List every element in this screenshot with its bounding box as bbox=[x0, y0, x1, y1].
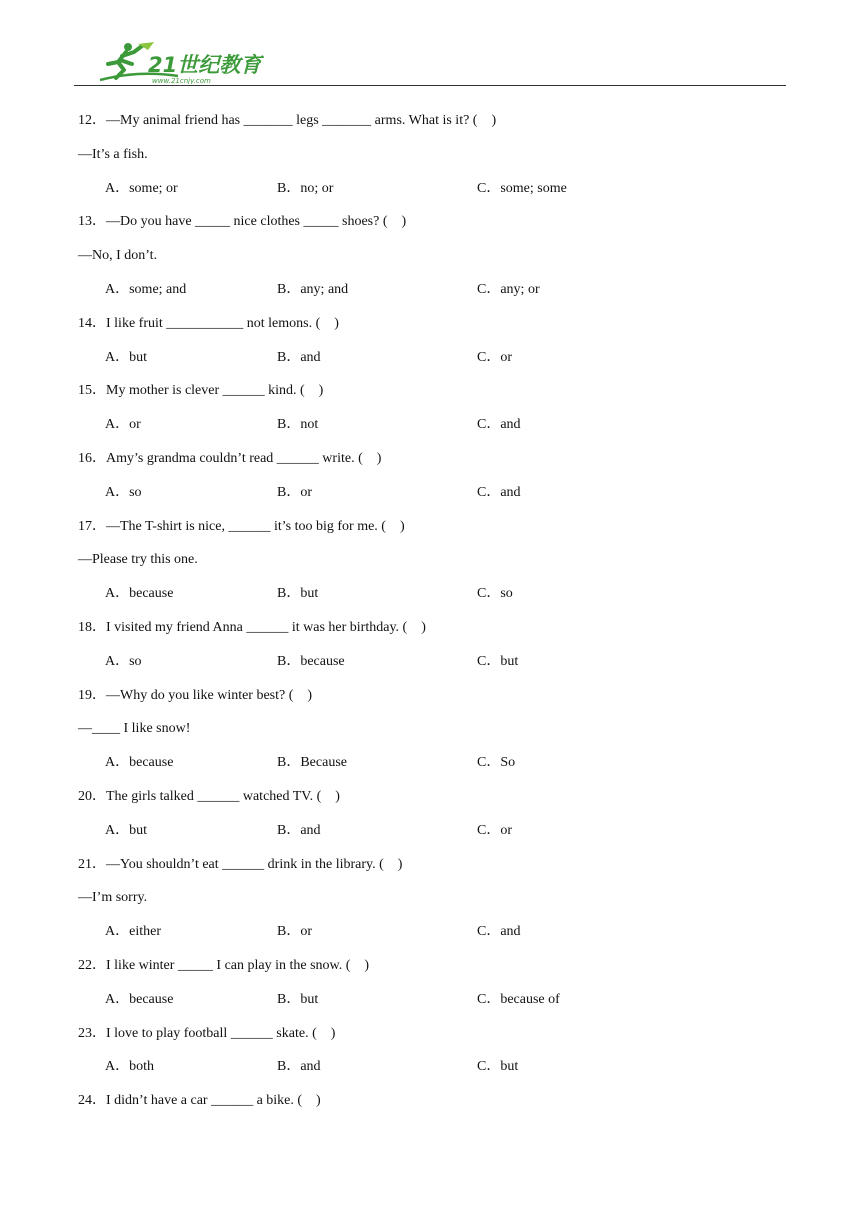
question-item bbox=[78, 787, 798, 855]
option-b[interactable]: B．or bbox=[277, 924, 312, 940]
header-divider bbox=[74, 85, 786, 86]
question-item bbox=[78, 212, 798, 313]
question-reply: —Please try this one. bbox=[78, 552, 198, 568]
question-item bbox=[78, 686, 798, 787]
question-stem: 14．I like fruit ___________ not lemons. ( ) bbox=[78, 315, 339, 331]
logo bbox=[98, 40, 268, 84]
question-item bbox=[78, 956, 798, 1024]
option-b[interactable]: B．but bbox=[277, 586, 319, 602]
option-b[interactable]: B．and bbox=[277, 349, 321, 365]
question-stem: 13．—Do you have _____ nice clothes _____ shoes? ( ) bbox=[78, 214, 407, 230]
answer-options bbox=[78, 584, 798, 618]
question-stem: 17．—The T-shirt is nice, ______ it’s too big for me. ( ) bbox=[78, 518, 405, 534]
question-stem: 12．—My animal friend has _______ legs _______ arms. What is it? ( ) bbox=[78, 113, 497, 128]
answer-options bbox=[78, 179, 798, 213]
option-a[interactable]: A．either bbox=[105, 924, 161, 940]
question-reply: —It’s a fish. bbox=[78, 146, 148, 162]
question-item bbox=[78, 111, 798, 212]
option-b[interactable]: B．not bbox=[277, 417, 319, 433]
option-b[interactable]: B．and bbox=[277, 1059, 321, 1075]
question-item bbox=[78, 381, 798, 449]
answer-options bbox=[78, 280, 798, 314]
option-c[interactable]: C．and bbox=[477, 924, 521, 940]
option-b[interactable]: B．or bbox=[277, 484, 312, 500]
option-a[interactable]: A．some; and bbox=[105, 281, 187, 297]
answer-options bbox=[78, 348, 798, 382]
answer-options bbox=[78, 753, 798, 787]
answer-options bbox=[78, 821, 798, 855]
option-a[interactable]: A．so bbox=[105, 653, 142, 669]
option-b[interactable]: B．but bbox=[277, 991, 319, 1007]
question-reply: —____ I like snow! bbox=[78, 721, 191, 737]
question-stem: 18．I visited my friend Anna ______ it was her birthday. ( ) bbox=[78, 619, 426, 635]
option-c[interactable]: C．and bbox=[477, 417, 521, 433]
question-item bbox=[78, 1091, 798, 1125]
option-b[interactable]: B．because bbox=[277, 653, 345, 669]
option-c[interactable]: C．or bbox=[477, 349, 512, 365]
option-c[interactable]: C．but bbox=[477, 1059, 519, 1075]
question-stem: 19．—Why do you like winter best? ( ) bbox=[78, 687, 313, 703]
question-stem: 22．I like winter _____ I can play in the snow. ( ) bbox=[78, 957, 370, 973]
answer-options bbox=[78, 990, 798, 1024]
question-item bbox=[78, 618, 798, 686]
answer-options bbox=[78, 1057, 798, 1091]
option-b[interactable]: B．no; or bbox=[277, 180, 334, 196]
answer-options bbox=[78, 652, 798, 686]
question-reply: —No, I don’t. bbox=[78, 248, 158, 264]
option-c[interactable]: C．So bbox=[477, 755, 516, 771]
question-stem: 16．Amy’s grandma couldn’t read ______ write. ( ) bbox=[78, 450, 382, 466]
question-stem: 24．I didn’t have a car ______ a bike. ( ) bbox=[78, 1093, 321, 1109]
logo-subtext: www.21cnjy.com bbox=[152, 77, 211, 84]
logo-text: 21世纪教育 bbox=[148, 53, 262, 77]
option-b[interactable]: B．and bbox=[277, 822, 321, 838]
option-a[interactable]: A．both bbox=[105, 1059, 154, 1075]
question-stem: 20．The girls talked ______ watched TV. ( ) bbox=[78, 788, 340, 804]
question-item bbox=[78, 855, 798, 956]
option-a[interactable]: A．because bbox=[105, 586, 174, 602]
question-item bbox=[78, 314, 798, 382]
option-b[interactable]: B．any; and bbox=[277, 281, 349, 297]
option-c[interactable]: C．some; some bbox=[477, 180, 567, 196]
option-c[interactable]: C．but bbox=[477, 653, 519, 669]
option-c[interactable]: C．or bbox=[477, 822, 512, 838]
answer-options bbox=[78, 415, 798, 449]
question-stem: 15．My mother is clever ______ kind. ( ) bbox=[78, 383, 324, 399]
question-item bbox=[78, 1024, 798, 1092]
answer-options bbox=[78, 483, 798, 517]
option-a[interactable]: A．some; or bbox=[105, 180, 178, 196]
option-c[interactable]: C．so bbox=[477, 586, 513, 602]
question-stem: 21．—You shouldn’t eat ______ drink in the library. ( ) bbox=[78, 856, 403, 872]
option-b[interactable]: B．Because bbox=[277, 755, 347, 771]
option-c[interactable]: C．and bbox=[477, 484, 521, 500]
option-c[interactable]: C．because of bbox=[477, 991, 560, 1007]
option-a[interactable]: A．so bbox=[105, 484, 142, 500]
question-item bbox=[78, 449, 798, 517]
option-a[interactable]: A．but bbox=[105, 349, 147, 365]
question-reply: —I’m sorry. bbox=[78, 890, 148, 906]
question-list bbox=[78, 111, 798, 1125]
option-c[interactable]: C．any; or bbox=[477, 281, 540, 297]
question-item bbox=[78, 517, 798, 618]
option-a[interactable]: A．or bbox=[105, 417, 141, 433]
option-a[interactable]: A．because bbox=[105, 991, 174, 1007]
logo-graphic bbox=[98, 40, 268, 84]
option-a[interactable]: A．but bbox=[105, 822, 147, 838]
option-a[interactable]: A．because bbox=[105, 755, 174, 771]
answer-options bbox=[78, 922, 798, 956]
question-stem: 23．I love to play football ______ skate. ( ) bbox=[78, 1025, 336, 1041]
runner-head-icon bbox=[124, 43, 132, 51]
